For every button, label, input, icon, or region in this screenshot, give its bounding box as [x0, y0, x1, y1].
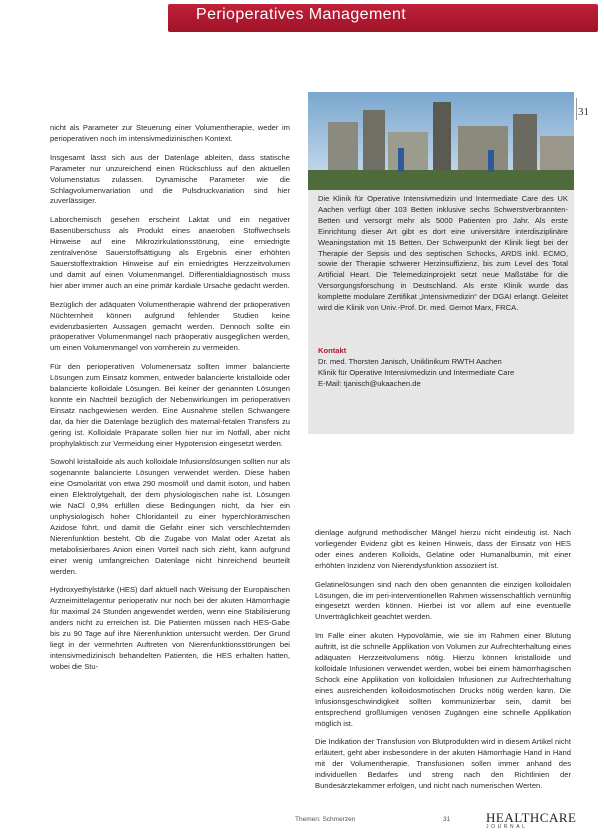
paragraph: Die Indikation der Transfusion von Blutprodukten wird in diesem Artikel nicht erläutert, geht aber insbesondere in der akuten Hämorrhagie Hand in Hand mit der Volumentherapie. Transfusionen sollen immer anhand des individuellen Bedarfes und streng nach den Richtlinien der Bundesärztekammer erfolgen, und nicht nach numerischen Werten.	[315, 737, 571, 791]
paragraph: Im Falle einer akuten Hypovolämie, wie sie im Rahmen einer Blutung auftritt, ist die schnelle Applikation von Volumen zur Aufrechterhaltung eines adäquaten Herzzeitvolumens nötig. Hierzu können kristalloide und kolloidale Infusionen verwendet werden, wobei bei einem hämorrhagischen Schock eine Applikation von kolloidalen Infusionen zur Aufrechterhaltung eines ausreichenden kolloidosmotischen Drucks nötig werden kann. Die Infusionsgeschwindigkeit sollten kommunizierbar sein, damit bei entsprechend großlumigen venösen Zugängen eine schnelle Applikation möglich ist.	[315, 631, 571, 728]
header-photo	[308, 92, 574, 190]
page-number: 31	[578, 106, 589, 118]
footer-page-number: 31	[443, 816, 451, 823]
paragraph: Bezüglich der adäquaten Volumentherapie während der präoperativen Nüchternheit können aufgrund fehlender Studien keine evidenzbasierten Aussagen gemacht werden. Dennoch sollte ein präoperativer Volumenmangel nach präoperativ ausgeglichen werden, um einen Volumenmangel von vornherein zu vermeiden.	[50, 299, 290, 353]
clinic-info-text: Die Klinik für Operative Intensivmedizin und Intermediate Care des UK Aachen verfügt über 103 Betten inklusive sechs Schwerstverbrannten-Betten und versorgt mehr als 5000 Patienten pro Jahr. Als erste Einrichtung dieser Art gibt es dort eine universitäre interdisziplinäre Weaningstation mit 15 Betten. Der Schwerpunkt der Klinik liegt bei der Therapie der Sepsis und des septischen Schocks, ARDS inkl. ECMO, sowie der Therapie schwerer Herzinsuffizienz, bis zum Level des Total Artificial Heart. Die Telemedizinprojekt setzt neue Maßstäbe für die Versorgungsforschung in Deutschland. Als erste Klinik wurde das komplette modulare Zertifikat „Intensivmedizin“ der DGAI erlangt. Geleitet wird die Klinik von Univ.-Prof. Dr. med. Gernot Marx, FRCA.	[318, 194, 568, 313]
contact-line: Dr. med. Thorsten Janisch, Uniklinikum RWTH Aachen	[318, 356, 502, 366]
contact-title: Kontakt	[318, 346, 347, 355]
page-title: Perioperatives Management	[196, 6, 407, 23]
page-number-divider	[576, 98, 577, 120]
paragraph: dienlage aufgrund methodischer Mängel hierzu nicht eindeutig ist. Nach vorliegender Evidenz gibt es keinen Hinweis, dass der Einsatz von HES oder eines anderen Kolloids, Gelatine oder Humanalbumin, mit einer erhöhten Inzidenz von Nierendysfunktion assoziiert ist.	[315, 528, 571, 570]
paragraph: Für den perioperativen Volumenersatz sollten immer balancierte Lösungen zum Einsatz kommen, entweder balancierte kristalloide oder balancierte kolloidale Lösungen. Bei keiner der genannten Lösungen konnte ein Nachteil bezüglich der Nebenwirkungen im perioperativen Einsatz nachgewiesen werden. Eine Ausnahme stellen Schwangere dar, da hier die Datenlage bezüglich des maternal-fetalen Transfers zu gering ist. Kolloidale Präparate sollen hier nur im Notfall, aber nicht prophylaktisch zur Vermeidung einer Hypotension eingesetzt werden.	[50, 362, 290, 448]
paragraph: Sowohl kristalloide als auch kolloidale Infusionslösungen sollten nur als sogenannte balancierte Lösungen verwendet werden. Diese haben eine Osmolarität von etwa 290 mosmol/l und damit isoton, und haben einen Elektrolytgehalt, der dem physiologischen nahe ist. Lösungen wie NaCl 0,9% erfüllen diese Bedingungen nicht, da hier ein unphysiologisch hoher Chloridanteil zu einer hyperchlorämischen Azidose führt, und damit die Gefahr einer sich verschlechternden Nierenfunktion besteht. Ob die Zugabe von Malat oder Azetat als metabolisierbares Anion einen Vorteil nach sich zieht, kann aufgrund einer wenig umfangreichen Datenlage nicht hinreichend beurteilt werden.	[50, 457, 290, 576]
paragraph: Insgesamt lässt sich aus der Datenlage ableiten, dass statische Parameter nur unzureichend einen Rückschluss auf den aktuellen Volumenstatus zulassen. Dynamische Parameter wie die Schlagvolumenvariation und die Pulsdruckvariation sind hier zuverlässiger.	[50, 152, 290, 206]
left-column	[50, 123, 290, 681]
paragraph: Laborchemisch gesehen erscheint Laktat und ein negativer Basenüberschuss als Produkt eines anaeroben Stoffwechsels Hinweise auf eine Mikrozirkulationsstörung, eine erniedrigte zentralvenöse Sauerstoffsättigung als Ergebnis einer erhöhten Sauerstoffextraktion Hinweise auf ein erniedrigtes Herzzeitvolumen und damit auf einen Volumenmangel. Differentialdiagnostisch muss hier aber immer auch an eine primär kardiale Ursache gedacht werden.	[50, 215, 290, 290]
paragraph: Gelatinelösungen sind nach den oben genannten die einzigen kolloidalen Lösungen, die im peri-interventionellen Rahmen wissenschaftlich vernünftig eingesetzt werden können. Hierbei ist vor allem auf eine eventuelle Unverträglichkeit geachtet werden.	[315, 579, 571, 622]
contact-line: Klinik für Operative Intensivmedizin und Intermediate Care	[318, 367, 515, 377]
contact-email[interactable]: E-Mail: tjanisch@ukaachen.de	[318, 378, 421, 388]
journal-logo-subtitle: JOURNAL	[486, 824, 528, 830]
paragraph: nicht als Parameter zur Steuerung einer Volumentherapie, weder im perioperativen noch im intensivmedizinischen Kontext.	[50, 123, 290, 143]
contact-block	[318, 346, 568, 390]
journal-logo: HEALTHCARE	[486, 810, 577, 825]
footer-section: Themen: Schmerzen	[295, 816, 356, 823]
right-column	[315, 528, 571, 800]
paragraph: Hydroxyethylstärke (HES) darf aktuell nach Weisung der Europäischen Arzneimittelagentur perioperativ nur noch bei der akuten Hämorrhagie für maximal 24 Stunden angewendet werden, wenn eine Stabilisierung anders nicht zu erreichen ist. Die Patienten müssen nach HES-Gabe bis zu 90 Tage auf ihre Nierenfunktion untersucht werden. Der Grund liegt in der vermehrten Auftreten von Nierenfunktionsstörungen bei intensivmedizinisch behandelten Patienten, die HES erhalten hatten, wobei die Stu-	[50, 585, 290, 671]
